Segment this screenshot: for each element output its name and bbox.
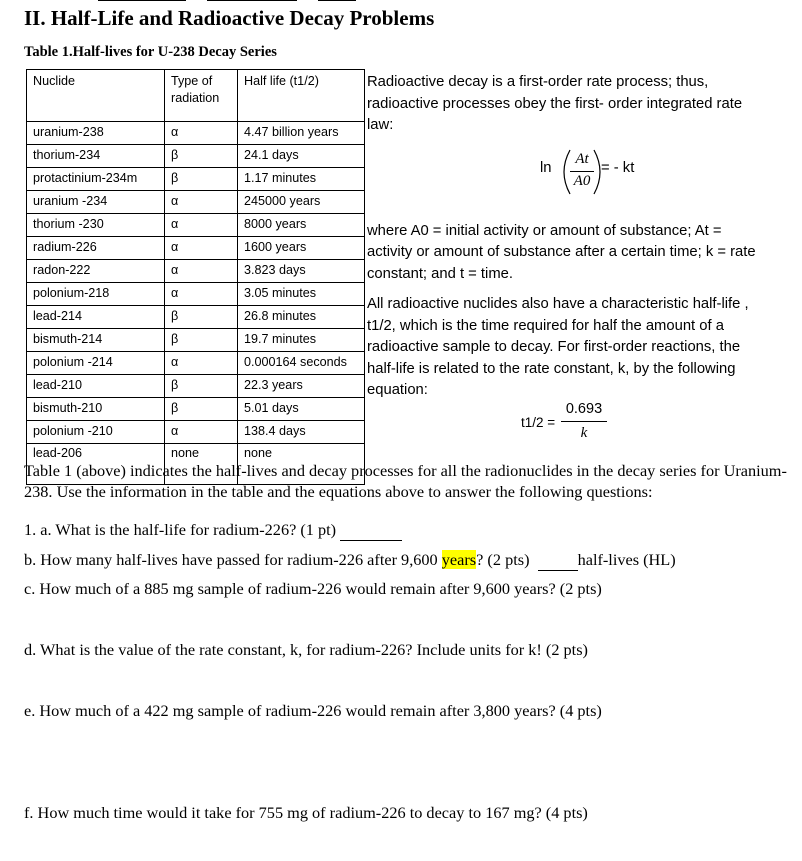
top-rule — [318, 0, 356, 1]
answer-blank-b[interactable] — [538, 549, 578, 571]
eq1-fraction-bar — [570, 171, 594, 172]
radiation-cell: β — [165, 306, 238, 329]
halflife-text: All radioactive nuclides also have a characteristic half-life , t1/2, which is the time required for half the amount of a radioactive sample to decay. For first-order reactions, the half-life is related to the rate constant, k, by the following equation: — [367, 296, 749, 398]
eq2-denominator: k — [580, 425, 588, 441]
table-row — [27, 145, 365, 168]
half-life-cell: 24.1 days — [238, 145, 365, 168]
instructions-paragraph: Table 1 (above) indicates the half-lives and decay processes for all the radionuclides in the decay series for Uranium-238. Use the information in the table and the equations above to answer the following questions: — [24, 461, 787, 501]
nuclide-cell: bismuth-214 — [27, 329, 165, 352]
column-header-half-life: Half life (t1/2) — [238, 70, 365, 122]
table-row — [27, 260, 365, 283]
table-row — [27, 191, 365, 214]
half-life-cell: 245000 years — [238, 191, 365, 214]
nuclide-cell: polonium -214 — [27, 352, 165, 375]
half-life-cell: 5.01 days — [238, 398, 365, 421]
eq1-rhs: = - kt — [601, 160, 635, 176]
eq1-numerator: At — [575, 151, 589, 167]
radiation-cell: α — [165, 214, 238, 237]
radiation-cell: none — [165, 444, 238, 485]
half-life-cell: 138.4 days — [238, 421, 365, 444]
table-header-row — [27, 70, 365, 122]
table-body — [27, 122, 365, 485]
nuclide-cell: protactinium-234m — [27, 168, 165, 191]
table-row — [27, 421, 365, 444]
question-a — [24, 519, 789, 541]
table-row — [27, 168, 365, 191]
nuclide-cell: thorium -230 — [27, 214, 165, 237]
half-life-cell: 26.8 minutes — [238, 306, 365, 329]
half-life-cell: none — [238, 444, 365, 485]
radiation-cell: β — [165, 168, 238, 191]
nuclide-cell: uranium -234 — [27, 191, 165, 214]
question-e: e. How much of a 422 mg sample of radium-226 would remain after 3,800 years? (4 pts) — [24, 701, 602, 720]
half-life-cell: 19.7 minutes — [238, 329, 365, 352]
radiation-cell: α — [165, 191, 238, 214]
eq1-denominator: A0 — [573, 173, 591, 189]
half-life-cell: 3.05 minutes — [238, 283, 365, 306]
right-column — [367, 72, 767, 402]
half-life-cell: 1.17 minutes — [238, 168, 365, 191]
nuclide-cell: radium-226 — [27, 237, 165, 260]
nuclide-cell: lead-214 — [27, 306, 165, 329]
highlighted-word: years — [441, 550, 477, 569]
nuclide-cell: bismuth-210 — [27, 398, 165, 421]
radiation-cell: α — [165, 122, 238, 145]
half-life-cell: 22.3 years — [238, 375, 365, 398]
half-life-table — [26, 69, 365, 485]
question-b-text: b. How many half-lives have passed for radium-226 after 9,600 — [24, 550, 438, 569]
half-life-cell: 0.000164 seconds — [238, 352, 365, 375]
table-row — [27, 352, 365, 375]
question-c: c. How much of a 885 mg sample of radium-226 would remain after 9,600 years? (2 pts) — [24, 579, 602, 598]
where-text: where A0 = initial activity or amount of substance; At = activity or amount of substance after a certain time; k = rate constant; and t = time. — [367, 222, 756, 282]
radiation-cell: α — [165, 283, 238, 306]
answer-blank-a[interactable] — [340, 519, 402, 541]
radiation-cell: β — [165, 145, 238, 168]
question-b — [24, 549, 789, 571]
radiation-cell: β — [165, 398, 238, 421]
radiation-cell: α — [165, 237, 238, 260]
nuclide-cell: lead-210 — [27, 375, 165, 398]
radiation-cell: α — [165, 352, 238, 375]
table-row — [27, 214, 365, 237]
question-b-unit: half-lives (HL) — [577, 550, 676, 569]
table-caption: Table 1.Half-lives for U-238 Decay Series — [24, 44, 277, 60]
column-header-nuclide: Nuclide — [27, 70, 165, 122]
question-f: f. How much time would it take for 755 mg of radium-226 to decay to 167 mg? (4 pts) — [24, 803, 588, 822]
table-row — [27, 306, 365, 329]
table-row — [27, 237, 365, 260]
eq1-ln: ln — [540, 160, 552, 176]
nuclide-cell: radon-222 — [27, 260, 165, 283]
question-b-points: ? (2 pts) — [476, 550, 530, 569]
nuclide-cell: thorium-234 — [27, 145, 165, 168]
column-header-radiation: Type of radiation — [165, 70, 238, 122]
nuclide-cell: lead-206 — [27, 444, 165, 485]
eq2-fraction-bar — [561, 421, 607, 422]
radiation-cell: β — [165, 329, 238, 352]
top-rule — [207, 0, 297, 1]
table-row — [27, 375, 365, 398]
radiation-cell: β — [165, 375, 238, 398]
nuclide-cell: polonium-218 — [27, 283, 165, 306]
question-a-text: 1. a. What is the half-life for radium-226? (1 pt) — [24, 520, 337, 539]
half-life-cell: 3.823 days — [238, 260, 365, 283]
table-row — [27, 283, 365, 306]
table-row — [27, 398, 365, 421]
page-title: II. Half-Life and Radioactive Decay Problems — [24, 6, 435, 30]
table-row — [27, 122, 365, 145]
nuclide-cell: uranium-238 — [27, 122, 165, 145]
intro-text: Radioactive decay is a first-order rate process; thus, radioactive processes obey the first- order integrated rate law: — [367, 74, 743, 133]
eq2-lhs: t1/2 = — [521, 415, 556, 430]
nuclide-cell: polonium -210 — [27, 421, 165, 444]
question-d: d. What is the value of the rate constant, k, for radium-226? Include units for k! (2 pts) — [24, 640, 588, 659]
half-life-cell: 4.47 billion years — [238, 122, 365, 145]
radiation-cell: α — [165, 421, 238, 444]
top-rule — [98, 0, 186, 1]
table-row — [27, 329, 365, 352]
eq2-numerator: 0.693 — [565, 401, 603, 417]
half-life-cell: 8000 years — [238, 214, 365, 237]
half-life-cell: 1600 years — [238, 237, 365, 260]
radiation-cell: α — [165, 260, 238, 283]
